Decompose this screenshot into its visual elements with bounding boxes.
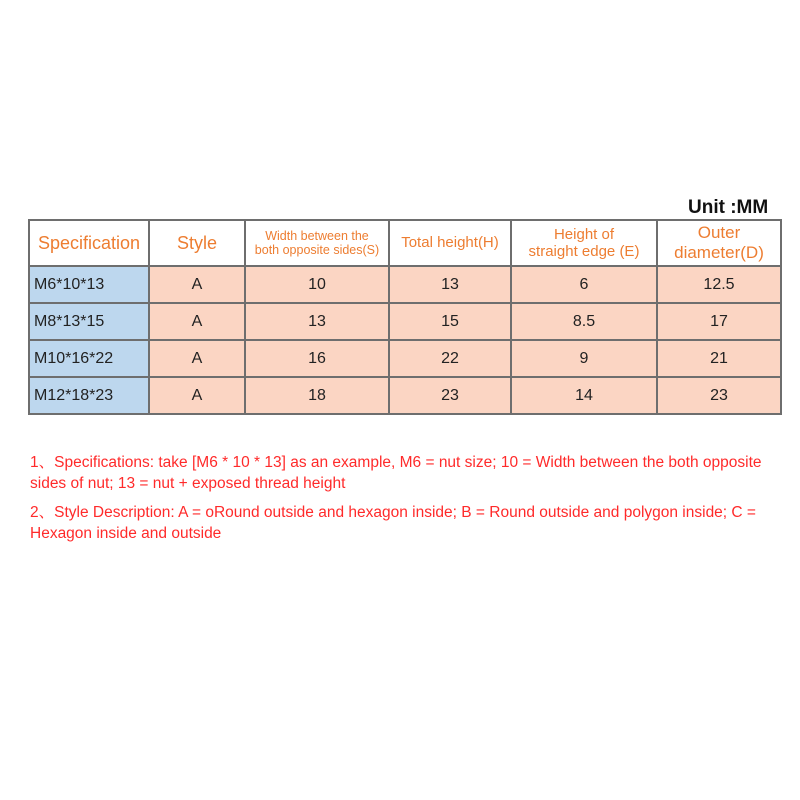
cell-style: A: [149, 303, 245, 340]
header-width-line2: both opposite sides(S): [254, 243, 380, 257]
notes-section: [30, 452, 790, 552]
cell-specification: M6*10*13: [29, 266, 149, 303]
header-outer-line1: Outer: [697, 223, 741, 243]
cell-edge-height: 6: [511, 266, 657, 303]
cell-width: 16: [245, 340, 389, 377]
table-row: [29, 303, 781, 340]
cell-width: 18: [245, 377, 389, 414]
cell-outer-diameter: 23: [657, 377, 781, 414]
cell-edge-height: 14: [511, 377, 657, 414]
header-straight-edge-height: [511, 220, 657, 266]
header-total-height: Total height(H): [389, 220, 511, 266]
cell-style: A: [149, 340, 245, 377]
cell-width: 10: [245, 266, 389, 303]
header-edge-line1: Height of: [553, 225, 615, 243]
cell-specification: M12*18*23: [29, 377, 149, 414]
table-row: [29, 266, 781, 303]
header-width-between-sides: [245, 220, 389, 266]
header-outer-line2: diameter(D): [674, 243, 764, 262]
table-row: [29, 340, 781, 377]
header-width-line1: Width between the: [265, 228, 369, 243]
cell-outer-diameter: 12.5: [657, 266, 781, 303]
table-row: [29, 377, 781, 414]
note-specifications: 1、Specifications: take [M6 * 10 * 13] as an example, M6 = nut size; 10 = Width between the both opposite sides of nut; 13 = nut + exposed thread height: [30, 454, 762, 492]
header-edge-line2: straight edge (E): [528, 243, 640, 260]
table-header-row: [29, 220, 781, 266]
cell-specification: M8*13*15: [29, 303, 149, 340]
cell-style: A: [149, 377, 245, 414]
header-style: Style: [149, 220, 245, 266]
note-style-description: 2、Style Description: A = oRound outside and hexagon inside; B = Round outside and polygon inside; C = Hexagon inside and outside: [30, 504, 756, 542]
cell-outer-diameter: 17: [657, 303, 781, 340]
unit-label: Unit :MM: [688, 197, 769, 218]
cell-edge-height: 8.5: [511, 303, 657, 340]
cell-style: A: [149, 266, 245, 303]
cell-total-height: 23: [389, 377, 511, 414]
cell-total-height: 15: [389, 303, 511, 340]
cell-outer-diameter: 21: [657, 340, 781, 377]
cell-specification: M10*16*22: [29, 340, 149, 377]
cell-width: 13: [245, 303, 389, 340]
cell-total-height: 13: [389, 266, 511, 303]
header-outer-diameter: [657, 220, 781, 266]
cell-total-height: 22: [389, 340, 511, 377]
header-specification: Specification: [29, 220, 149, 266]
cell-edge-height: 9: [511, 340, 657, 377]
spec-table: [28, 219, 782, 415]
